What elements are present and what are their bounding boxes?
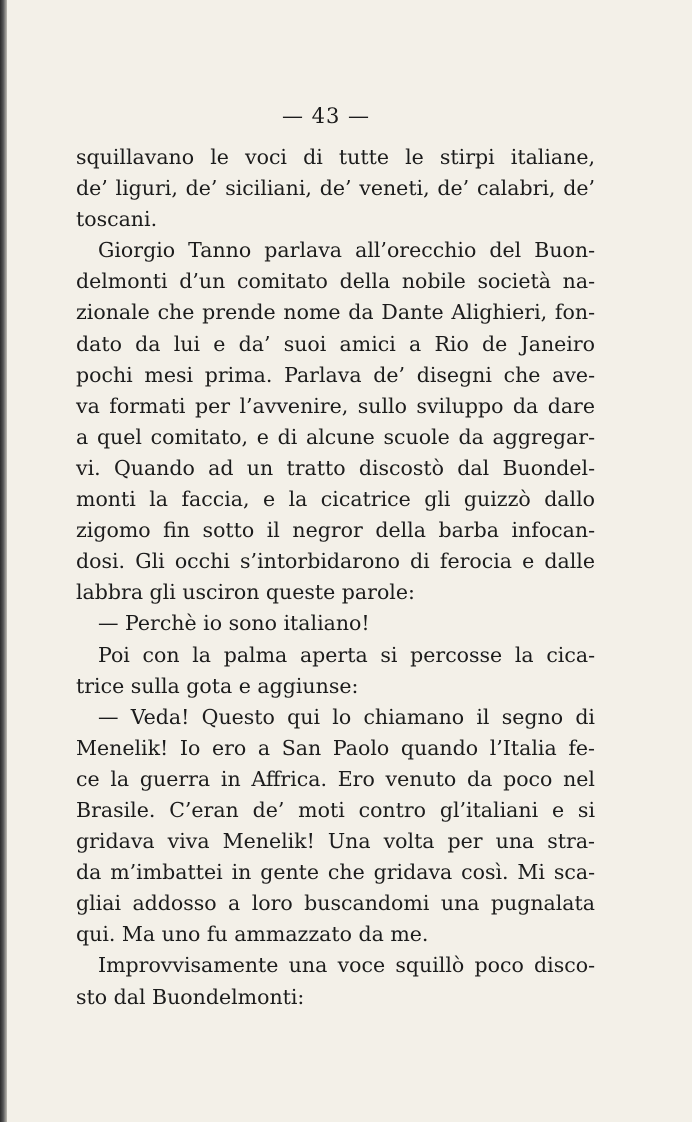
text-line: Poi con la palma aperta si percosse la cica- [98,642,595,667]
text-line: toscani. [76,207,158,232]
text-line: gridava viva Menelik! Una volta per una stra- [76,829,595,854]
text-line: squillavano le voci di tutte le stirpi italiane, [76,145,595,169]
text-line: trice sulla gota e aggiunse: [76,673,359,698]
text-line: qui. Ma uno fu ammazzato da me. [76,922,429,947]
text-line: monti la faccia, e la cicatrice gli guizzò dallo [76,487,595,512]
text-line: zigomo fin sotto il negror della barba infocan- [76,518,595,543]
text-line: a quel comitato, e di alcune scuole da aggregar- [76,424,595,449]
text-line: Giorgio Tanno parlava all’orecchio del Buon- [98,238,595,263]
text-line: labbra gli usciron queste parole: [76,580,415,605]
text-line: — Perchè io sono italiano! [98,611,370,636]
text-line: gliai addosso a loro buscandomi una pugnalata [76,891,595,916]
text-line: vi. Quando ad un tratto discostò dal Buondel- [76,455,595,480]
text-line: va formati per l’avvenire, sullo sviluppo da dare [76,393,595,418]
text-line: — Veda! Questo qui lo chiamano il segno di [98,704,595,729]
binding-edge [0,0,7,1122]
text-line: dosi. Gli occhi s’intorbidarono di ferocia e dalle [76,549,595,574]
text-line: de’ liguri, de’ siciliani, de’ veneti, de’ calabri, de’ [76,176,595,201]
text-line: Improvvisamente una voce squillò poco disco- [98,953,595,978]
text-line: delmonti d’un comitato della nobile società na- [76,269,595,294]
text-line: sto dal Buondelmonti: [76,984,305,1009]
text-line: ce la guerra in Affrica. Ero venuto da poco nel [76,766,595,791]
text-line: da m’imbattei in gente che gridava così. Mi sca- [76,860,595,885]
text-line: Menelik! Io ero a San Paolo quando l’Italia fe- [76,735,595,760]
text-line: Brasile. C’eran de’ moti contro gl’italiani e si [76,797,595,822]
page-number: — 43 — [281,104,371,128]
body-text [76,142,595,1013]
text-line: dato da lui e da’ suoi amici a Rio de Janeiro [76,331,595,356]
text-line: pochi mesi prima. Parlava de’ disegni che ave- [76,362,595,387]
text-line: zionale che prende nome da Dante Alighieri, fon- [76,300,595,325]
